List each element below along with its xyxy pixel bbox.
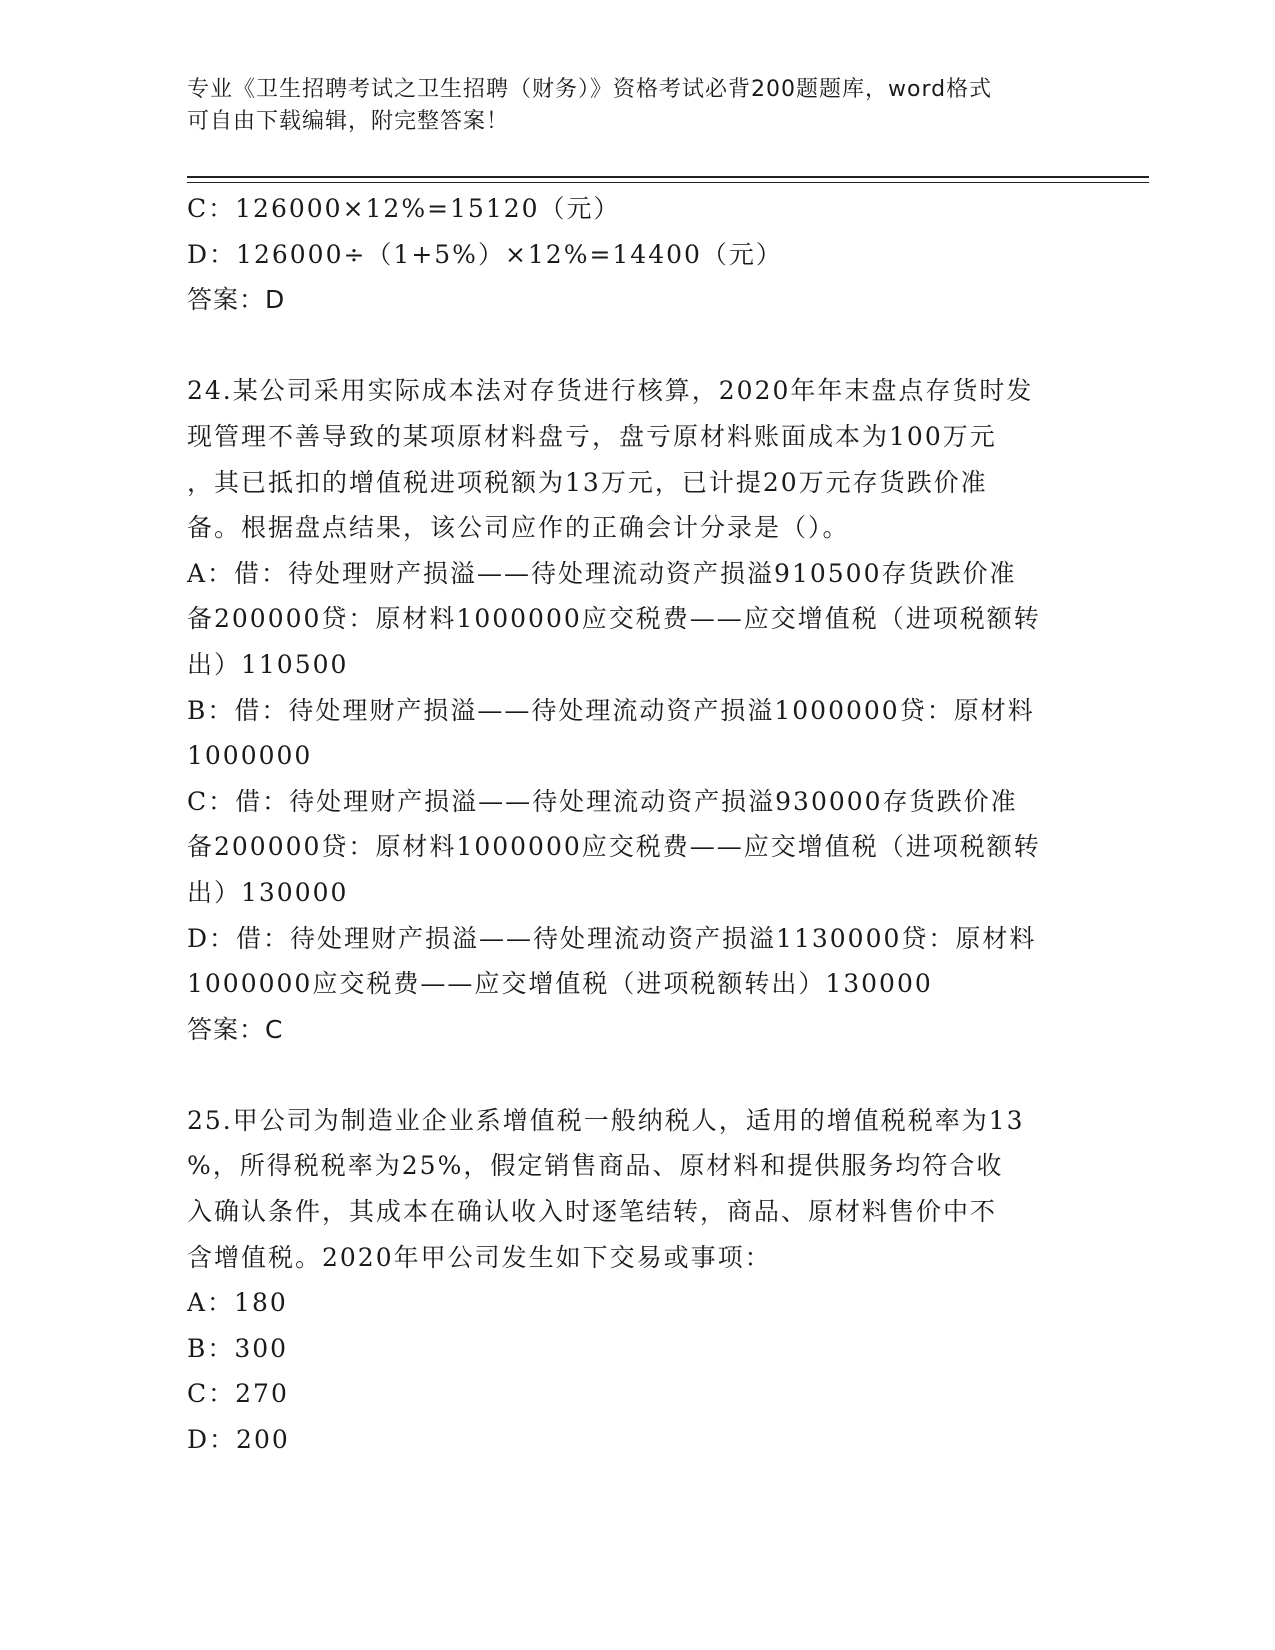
q24-option-b: 1000000 <box>187 741 313 771</box>
q24-stem-line: 备。根据盘点结果，该公司应作的正确会计分录是（）。 <box>187 513 850 543</box>
q24-option-c: 备200000贷：原材料1000000应交税费——应交增值税（进项税额转 <box>187 832 1041 862</box>
header-line-2: 可自由下载编辑，附完整答案！ <box>187 109 510 134</box>
q25-option-c: C：270 <box>187 1379 289 1409</box>
prev-option-d: D：126000÷（1+5%）×12%=14400（元） <box>187 239 783 269</box>
spacer <box>187 1052 1087 1098</box>
q24-option-d: D：借：待处理财产损溢——待处理流动资产损溢1130000贷：原材料 <box>187 923 1037 953</box>
q24-option-d: 1000000应交税费——应交增值税（进项税额转出）130000 <box>187 969 933 999</box>
q25-stem-line: 入确认条件，其成本在确认收入时逐笔结转，商品、原材料售价中不 <box>187 1197 998 1227</box>
q25-stem-line: %，所得税税率为25%，假定销售商品、原材料和提供服务均符合收 <box>187 1151 1004 1181</box>
q24-option-c: 出）130000 <box>187 877 349 907</box>
q24-stem-line: 24.某公司采用实际成本法对存货进行核算，2020年年末盘点存货时发 <box>187 376 1034 406</box>
q24-option-c: C：借：待处理财产损溢——待处理流动资产损溢930000存货跌价准 <box>187 786 1018 816</box>
q24-stem-line: ，其已抵扣的增值税进项税额为13万元，已计提20万元存货跌价准 <box>187 467 988 497</box>
header-line-1: 专业《卫生招聘考试之卫生招聘（财务）》资格考试必背200题题库，word格式 <box>187 77 993 102</box>
q24-option-a: 出）110500 <box>187 649 349 679</box>
header-rule-thick <box>187 176 1149 178</box>
q24-option-a: 备200000贷：原材料1000000应交税费——应交增值税（进项税额转 <box>187 604 1041 634</box>
q25-stem-line: 25.甲公司为制造业企业系增值税一般纳税人，适用的增值税税率为13 <box>187 1105 1025 1135</box>
q24-option-b: B：借：待处理财产损溢——待处理流动资产损溢1000000贷：原材料 <box>187 695 1035 725</box>
q25-option-b: B：300 <box>187 1333 289 1363</box>
q25-option-d: D：200 <box>187 1425 290 1455</box>
page-header <box>187 74 1087 138</box>
q24-stem-line: 现管理不善导致的某项原材料盘亏，盘亏原材料账面成本为100万元 <box>187 421 997 451</box>
q24-option-a: A：借：待处理财产损溢——待处理流动资产损溢910500存货跌价准 <box>187 558 1017 588</box>
q24-answer: 答案：C <box>187 1014 284 1044</box>
prev-option-c: C：126000×12%=15120（元） <box>187 194 621 223</box>
header-rule-thin <box>187 182 1149 183</box>
document-body <box>187 186 1087 1463</box>
q25-option-a: A：180 <box>187 1288 288 1318</box>
prev-answer: 答案：D <box>187 285 286 315</box>
spacer <box>187 323 1087 369</box>
q25-stem-line: 含增值税。2020年甲公司发生如下交易或事项： <box>187 1242 772 1272</box>
